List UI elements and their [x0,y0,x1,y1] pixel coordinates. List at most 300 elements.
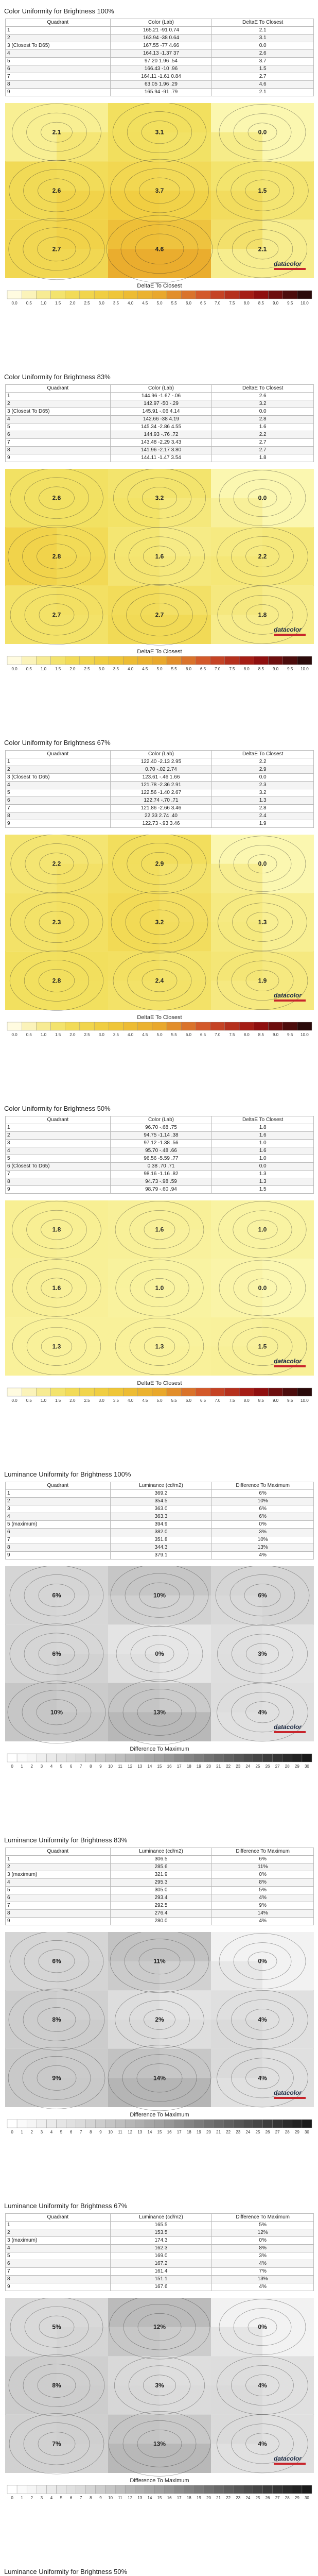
table-cell: 13% [212,1544,314,1552]
legend-swatch [268,656,282,665]
legend-tick-label: 5 [60,1764,63,1769]
table-cell: 4% [212,2283,314,2291]
table-row [6,65,314,73]
quadrant-value-label: 1.5 [258,1343,267,1350]
legend-tick-label: 9.5 [287,667,293,671]
legend-swatch [283,1022,297,1030]
legend-swatch [138,656,152,665]
legend-tick-label: 7.0 [215,1032,221,1037]
legend-tick-label: 7.5 [229,1032,235,1037]
legend-swatch [210,291,225,299]
table-row [6,50,314,58]
legend-swatch [94,656,109,665]
lum-uniformity-section [0,2195,318,2561]
color-uniformity-section [0,1097,318,1463]
legend-tick-label: 3.0 [98,301,104,306]
legend-swatch [152,291,167,299]
table-cell: 11% [212,1863,314,1871]
legend-tick-label: 8 [90,2496,92,2500]
table-row [6,774,314,782]
legend-tick-label: 30 [304,2496,309,2500]
table-row [6,2283,314,2291]
table-row [6,58,314,65]
table-cell: 3% [212,1529,314,1536]
table-cell: 94.73 -.98 .59 [110,1178,212,1186]
legend-tick-label: 4.0 [128,301,134,306]
quadrant-value-label: 1.6 [52,1284,61,1292]
table-cell: 5 [6,789,111,797]
table-cell: 363.0 [110,1505,212,1513]
legend-swatch [56,2120,66,2128]
legend-tick-label: 1.5 [55,301,61,306]
legend-swatch [214,2120,223,2128]
table-cell: 142.97 -50 -.29 [110,400,212,408]
table-cell: 1.8 [212,1124,314,1132]
legend-swatch [109,291,123,299]
datacolor-logo-bar [274,2097,306,2099]
column-header: DeltaE To Closest [212,19,314,27]
legend-tick-label: 1.0 [40,667,47,671]
legend-swatch [223,2120,233,2128]
heatmap-svg [5,835,314,1046]
table-cell: 121.86 -2.66 3.46 [110,805,212,812]
table-cell: 63.05 1.96 .29 [110,81,212,89]
legend-swatch [283,656,297,665]
legend-tick-label: 7.5 [229,1398,235,1403]
legend-tick-label: 2.0 [69,667,76,671]
table-row [6,1505,314,1513]
quadrant-value-label: 6% [52,1650,61,1657]
heat-blend [57,864,160,922]
table-cell: 6 [6,65,111,73]
legend-swatch [22,1022,36,1030]
table-row [6,1887,314,1894]
table-row [6,1124,314,1132]
legend-tick-label: 1.5 [55,667,61,671]
table-cell: 4 [6,50,111,58]
quadrant-value-label: 0.0 [258,860,267,868]
legend-swatch [22,1388,36,1396]
legend-tick-label: 13 [137,2496,143,2500]
quadrant-value-label: 4.6 [155,245,164,253]
legend-tick-label: 9.0 [272,667,279,671]
legend-swatch [135,2120,145,2128]
legend-tick-label: 2 [30,2496,33,2500]
table-cell: 382.0 [110,1529,212,1536]
table-cell: 10% [212,1536,314,1544]
legend-tick-label: 8 [90,1764,92,1769]
legend-swatch [46,2485,56,2494]
table-cell: 5 (maximum) [6,1521,111,1529]
legend-tick-label: 16 [167,1764,172,1769]
table-cell: 4 [6,782,111,789]
uniformity-heatmap [5,2298,314,2509]
quadrant-value-label: 1.0 [258,1226,267,1233]
legend-tick-label: 5 [60,2130,63,2134]
table-cell: 5% [212,2222,314,2229]
legend-tick-label: 9 [99,2130,102,2134]
legend-swatch [66,2485,76,2494]
table-cell: 280.0 [110,1918,212,1925]
datacolor-logo: datacolor [274,1358,302,1365]
legend-swatch [254,291,268,299]
legend-tick-label: 2.5 [84,1032,90,1037]
legend-tick-label: 9.0 [272,301,279,306]
uniformity-heatmap [5,1200,314,1412]
legend-swatch [273,2120,282,2128]
quadrant-value-label: 0.0 [258,128,267,136]
legend-tick-label: 13 [137,2130,143,2134]
legend-tick-label: 1.5 [55,1398,61,1403]
heatmap-svg [5,103,314,314]
legend-tick-label: 1.0 [40,1032,47,1037]
legend-swatch [268,1388,282,1396]
legend-swatch [273,2485,282,2494]
quadrant-value-label: 12% [153,2323,166,2331]
legend-swatch [282,2485,292,2494]
legend-tick-label: 10.0 [301,1032,309,1037]
table-row [6,789,314,797]
legend-tick-label: 5.0 [156,1398,163,1403]
legend-tick-label: 14 [147,1764,152,1769]
legend-swatch [125,2485,135,2494]
legend-tick-label: 4.5 [142,301,148,306]
quadrant-value-label: 10% [153,1591,166,1599]
table-cell: 1 [6,27,111,35]
quadrant-value-label: 2.6 [52,187,61,194]
table-row [6,42,314,50]
legend-swatch [27,2120,37,2128]
legend-tick-label: 7.0 [215,1398,221,1403]
quadrant-value-label: 6% [52,1957,61,1965]
column-header: Quadrant [6,385,111,393]
legend-tick-label: 24 [245,2130,251,2134]
legend-swatch [283,1388,297,1396]
quadrant-value-label: 4% [258,1708,267,1716]
legend-swatch [263,2120,273,2128]
color-uniformity-section [0,0,318,366]
table-cell: 8 [6,447,111,454]
table-cell: 2.7 [212,439,314,447]
legend-swatch [233,1754,243,1762]
legend-swatch [152,656,167,665]
table-cell: 0% [212,1521,314,1529]
legend-swatch [204,2485,214,2494]
legend-swatch [135,1754,145,1762]
legend-tick-label: 9.5 [287,301,293,306]
heat-blend [160,1596,262,1654]
table-cell: 161.4 [110,2268,212,2276]
table-cell: 98.16 -1.16 .82 [110,1171,212,1178]
legend-tick-label: 5.5 [171,1398,177,1403]
table-cell: 321.9 [110,1871,212,1879]
table-row [6,2222,314,2229]
table-cell: 4 [6,1879,111,1887]
legend-swatch [181,656,196,665]
table-cell: 1.8 [212,454,314,462]
legend-swatch [109,1388,123,1396]
table-header-row [6,1116,314,1124]
legend-swatch [125,2120,135,2128]
quadrant-value-label: 0.0 [258,494,267,502]
legend-swatch [233,2120,243,2128]
table-cell: 6 (Closest To D65) [6,1163,111,1171]
heat-blend [160,922,262,980]
legend-tick-label: 8.0 [243,1032,250,1037]
section-title: Luminance Uniformity for Brightness 100% [4,1470,131,1478]
legend-swatch [76,2120,86,2128]
legend-tick-label: 0.0 [11,301,17,306]
table-header-row [6,19,314,27]
heat-blend [160,2020,262,2078]
quadrant-value-label: 0.0 [258,1284,267,1292]
quadrant-value-label: 1.9 [258,977,267,985]
table-row [6,454,314,462]
legend-tick-label: 12 [128,1764,133,1769]
legend-tick-label: 8.5 [258,1398,264,1403]
heat-blend [57,1654,160,1712]
legend-tick-label: 26 [265,2130,270,2134]
table-cell: 141.96 -2.17 3.80 [110,447,212,454]
legend-tick-label: 1 [21,2130,23,2134]
legend-tick-label: 5.0 [156,1032,163,1037]
legend-tick-label: 8 [90,2130,92,2134]
table-cell: 9 [6,820,111,828]
legend-tick-label: 4.5 [142,667,148,671]
table-header-row [6,2214,314,2222]
table-cell: 5 [6,1887,111,1894]
table-cell: 7 [6,2268,111,2276]
table-cell: 8% [212,1879,314,1887]
table-cell: 1.5 [212,1186,314,1194]
table-row [6,1521,314,1529]
legend-swatch [115,1754,125,1762]
legend-tick-label: 18 [186,2130,191,2134]
quadrant-value-label: 11% [153,1957,166,1965]
legend-tick-label: 4.0 [128,667,134,671]
section-title: Color Uniformity for Brightness 100% [4,7,114,15]
quadrant-value-label: 6% [258,1591,267,1599]
legend-swatch [76,1754,86,1762]
quadrant-value-label: 8% [52,2382,61,2389]
legend-swatch [36,656,50,665]
legend-tick-label: 23 [236,2496,241,2500]
table-row [6,27,314,35]
legend-tick-label: 11 [118,2130,122,2134]
legend-swatch [225,1022,239,1030]
table-cell: 6 [6,2260,111,2268]
legend-tick-label: 19 [196,2130,201,2134]
legend-swatch [96,1754,105,1762]
legend-tick-label: 9.0 [272,1032,279,1037]
legend-swatch [210,656,225,665]
legend-tick-label: 15 [157,2496,162,2500]
quadrant-value-label: 6% [52,1591,61,1599]
table-header-row [6,1482,314,1490]
legend-tick-label: 9.0 [272,1398,279,1403]
table-cell: 95.70 -.48 .66 [110,1147,212,1155]
legend-swatch [65,656,80,665]
table-row [6,1910,314,1918]
legend-swatch [105,2485,115,2494]
table-cell: 1.6 [212,423,314,431]
heat-blend [57,132,160,191]
table-cell: 9 [6,1918,111,1925]
legend-swatch [297,1388,312,1396]
legend-tick-label: 1.0 [40,301,47,306]
quadrant-value-label: 1.3 [258,919,267,926]
legend-tick-label: 7 [79,2130,82,2134]
table-cell: 3 [6,1140,111,1147]
legend-tick-label: 15 [157,2130,162,2134]
quadrant-value-label: 2.4 [155,977,164,985]
legend-tick-label: 3.0 [98,1032,104,1037]
legend-tick-label: 18 [186,1764,191,1769]
table-cell: 5 [6,2252,111,2260]
legend-tick-label: 6.0 [185,301,191,306]
legend-swatch [94,1022,109,1030]
heat-blend [160,191,262,249]
legend-swatch [292,1754,302,1762]
legend-tick-label: 25 [255,2496,260,2500]
legend-swatch [145,1754,154,1762]
table-row [6,1894,314,1902]
legend-tick-label: 9 [99,1764,102,1769]
legend-swatch [145,2485,154,2494]
table-cell: 165.21 -91 0.74 [110,27,212,35]
legend-tick-label: 0.5 [26,667,32,671]
legend-swatch [138,1388,152,1396]
legend-swatch [243,1754,253,1762]
table-cell: 144.93 -.76 .72 [110,431,212,439]
quadrant-value-label: 1.5 [258,187,267,194]
table-row [6,73,314,81]
table-cell: 14% [212,1910,314,1918]
column-header: Luminance (cd/m2) [110,2214,212,2222]
quadrant-value-label: 1.6 [155,553,164,560]
table-cell: 1.0 [212,1155,314,1163]
legend-tick-label: 14 [147,2130,152,2134]
quadrant-value-label: 0% [258,2323,267,2331]
legend-tick-label: 3.5 [113,301,119,306]
legend-swatch [263,2485,273,2494]
table-cell: 3 (maximum) [6,2237,111,2245]
quadrant-value-label: 1.3 [52,1343,61,1350]
legend-swatch [239,1388,254,1396]
legend-swatch [181,1388,196,1396]
legend-tick-label: 0 [11,2130,13,2134]
uniformity-heatmap [5,835,314,1046]
table-cell: 7% [212,2268,314,2276]
legend-swatch [223,1754,233,1762]
legend-tick-label: 24 [245,1764,251,1769]
legend-title: DeltaE To Closest [137,1014,182,1021]
table-cell: 7 [6,1171,111,1178]
legend-tick-label: 0.5 [26,1032,32,1037]
column-header: Color (Lab) [110,751,212,758]
legend-tick-label: 3.0 [98,1398,104,1403]
legend-swatch [36,1022,50,1030]
datacolor-logo-bar [274,1365,306,1367]
legend-swatch [138,1022,152,1030]
table-cell: 121.78 -2.36 2.91 [110,782,212,789]
legend-tick-label: 27 [275,1764,280,1769]
column-header: Quadrant [6,1116,111,1124]
table-cell: 6% [212,1490,314,1498]
datacolor-logo-bar [274,268,306,270]
table-cell: 1.6 [212,1132,314,1140]
table-cell: 2.7 [212,73,314,81]
quadrant-value-label: 4% [258,2074,267,2082]
quadrant-value-label: 2.9 [155,860,164,868]
datacolor-logo-bar [274,634,306,636]
legend-swatch [36,1388,50,1396]
legend-tick-label: 7.5 [229,667,235,671]
legend-swatch [282,1754,292,1762]
quadrant-value-label: 2.3 [52,919,61,926]
table-cell: 174.3 [110,2237,212,2245]
table-row [6,758,314,766]
legend-swatch [109,1022,123,1030]
legend-tick-label: 8.0 [243,667,250,671]
legend-tick-label: 8.0 [243,1398,250,1403]
heat-blend [160,1288,262,1346]
table-cell: 0% [212,1871,314,1879]
legend-tick-label: 8.5 [258,1032,264,1037]
legend-tick-label: 12 [128,2130,133,2134]
legend-tick-label: 0 [11,2496,13,2500]
table-row [6,2276,314,2283]
table-cell: 1.6 [212,1147,314,1155]
legend-swatch [27,1754,37,1762]
legend-swatch [94,1388,109,1396]
legend-swatch [254,1022,268,1030]
legend-swatch [152,1388,167,1396]
table-row [6,1856,314,1863]
legend-tick-label: 7.0 [215,301,221,306]
legend-swatch [181,291,196,299]
table-cell: 285.6 [110,1863,212,1871]
legend-swatch [174,2485,184,2494]
legend-swatch [46,2120,56,2128]
table-cell: 4 [6,1513,111,1521]
quadrant-value-label: 2.2 [258,553,267,560]
table-cell: 1.3 [212,1178,314,1186]
legend-swatch [297,1022,312,1030]
table-cell: 6 [6,797,111,805]
legend-swatch [65,1022,80,1030]
table-cell: 2 [6,35,111,42]
legend-swatch [76,2485,86,2494]
table-row [6,1171,314,1178]
table-cell: 7 [6,73,111,81]
legend-tick-label: 28 [285,1764,290,1769]
quadrant-value-label: 3% [258,1650,267,1657]
table-cell: 122.74 -.70 .71 [110,797,212,805]
legend-swatch [17,2120,27,2128]
legend-swatch [80,1022,94,1030]
table-cell: 123.61 -.46 1.66 [110,774,212,782]
table-cell: 2.3 [212,782,314,789]
table-cell: 2.6 [212,393,314,400]
table-cell: 2.2 [212,431,314,439]
table-row [6,2237,314,2245]
legend-tick-label: 26 [265,1764,270,1769]
legend-swatch [7,656,22,665]
table-cell: 22.33 2.74 .40 [110,812,212,820]
legend-swatch [184,1754,194,1762]
legend-swatch [154,1754,164,1762]
